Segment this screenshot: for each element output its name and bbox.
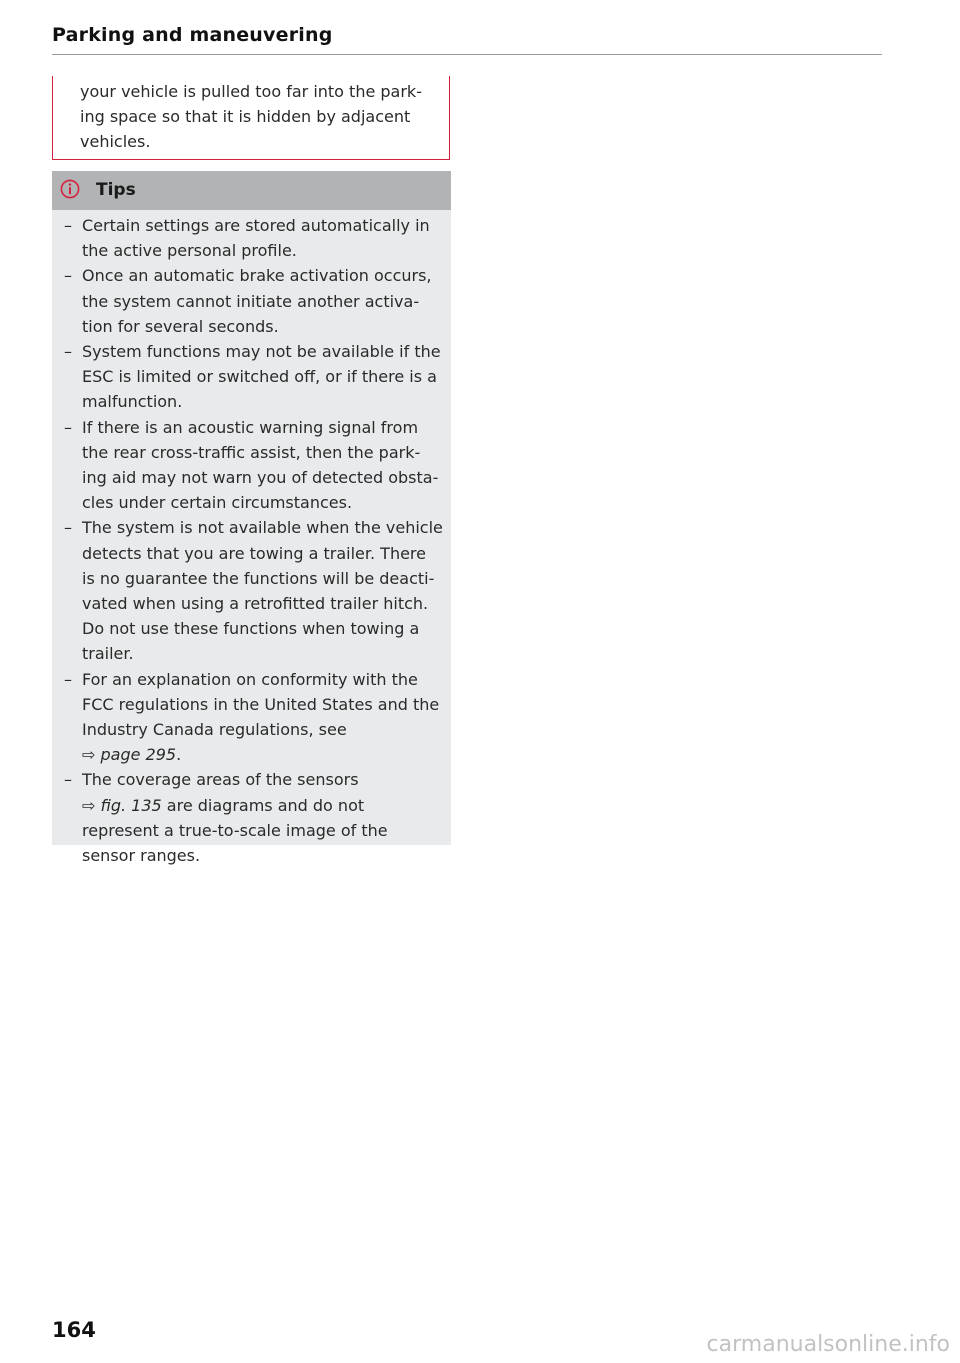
list-dash: – [64,342,72,362]
tip-text: The coverage areas of the sensors [82,770,359,790]
tips-title: Tips [96,180,136,200]
tips-header [52,171,451,210]
page-header [52,24,882,55]
page-number: 164 [52,1318,96,1342]
tip-item [52,213,443,263]
tip-item [52,515,443,666]
tip-item [52,667,443,768]
tips-list [52,210,451,868]
tip-item [52,339,443,415]
tip-text: If there is an acoustic warning signal from the rear cross-traffic assist, then the park-ing aid may not warn you of detected obsta-cles under certain circumstances. [82,417,439,513]
tip-text: The system is not available when the vehicle detects that you are towing a trailer. There is no guarantee the functions will be deacti-vated when using a retrofitted trailer hitch. Do not use these functions when towing a trailer. [82,518,443,664]
tips-box [52,171,451,866]
tip-suffix: are diagrams and do not represent a true-to-scale image of the sensor ranges. [82,795,388,866]
list-dash: – [64,417,72,437]
list-dash: – [64,518,72,538]
warning-box [52,76,450,160]
list-dash: – [64,266,72,286]
tip-item [52,415,443,516]
tip-text: For an explanation on conformity with the FCC regulations in the United States and the Industry Canada regulations, see [82,669,440,740]
tip-text: Once an automatic brake activation occurs, the system cannot initiate another activa-tion for several seconds. [82,266,432,336]
list-dash: – [64,669,72,689]
info-icon [60,179,80,199]
watermark: carmanualsonline.info [706,1332,950,1357]
tip-text: System functions may not be available if the ESC is limited or switched off, or if there is a malfunction. [82,342,441,412]
warning-text: your vehicle is pulled too far into the park-ing space so that it is hidden by adjacent vehicles. [80,82,422,151]
tip-suffix: . [176,745,182,765]
tip-item [52,263,443,339]
tip-item [52,767,443,868]
list-dash: – [64,216,72,235]
page-reference-link[interactable]: ⇨ page 295 [82,745,177,765]
section-title: Parking and maneuvering [52,24,333,46]
list-dash: – [64,770,72,790]
figure-reference-link[interactable]: ⇨ fig. 135 [82,795,162,815]
tip-text: Certain settings are stored automatically in the active personal profile. [82,216,430,261]
